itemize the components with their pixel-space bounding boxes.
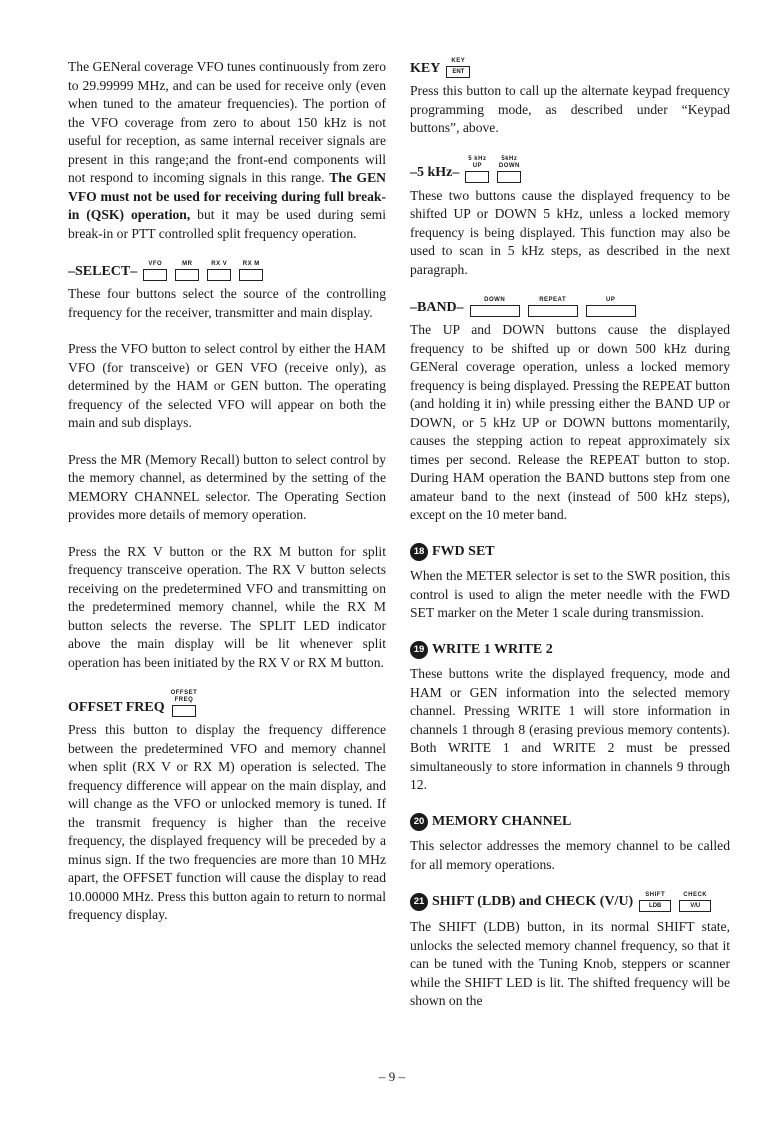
band-repeat-key: REPEAT bbox=[528, 297, 578, 317]
rx-paragraph: Press the RX V button or the RX M button for split frequency transceive operation. The RX V button selects receiving on the predetermined VFO and transmitting on the predetermined memory channel, while the RX M button selects the reverse. The SPLIT LED indicator above the main display will be lit whenever split operation has been initiated by the RX V or RX M button. bbox=[68, 543, 386, 670]
key-paragraph: Press this button to call up the alternate keypad frequency programming mode, as described under “Keypad buttons”, above. bbox=[410, 83, 730, 135]
key-outline-icon bbox=[497, 171, 521, 183]
section-19-text: These buttons write the displayed frequency, mode and HAM or GEN information into the selected memory channel. Pressing WRITE 1 will store information in channels 1 through 8 (erasing previous memory contents). Both WRITE 1 and WRITE 2 must be pressed simultaneously to store information in channels 9 through 12. bbox=[410, 666, 730, 792]
select-key-group bbox=[143, 261, 263, 281]
key-outline-icon bbox=[465, 171, 489, 183]
band-down-key: DOWN bbox=[470, 297, 520, 317]
section-18-text: When the METER selector is set to the SWR position, this control is used to align the meter needle with the FWD SET marker on the Meter 1 scale during transmission. bbox=[410, 568, 730, 620]
rx-m-key: RX M bbox=[239, 261, 263, 281]
key-outline-icon bbox=[528, 305, 578, 317]
section-19-title: 19 WRITE 1 WRITE 2 bbox=[410, 641, 730, 660]
key-outline-icon bbox=[172, 705, 196, 717]
number-badge-icon: 20 bbox=[410, 813, 428, 831]
key-outline-icon bbox=[586, 305, 636, 317]
section-21-title: 21 SHIFT (LDB) and CHECK (V/U) SHIFT LDB CHECK V/U bbox=[410, 892, 730, 912]
mr-paragraph: Press the MR (Memory Recall) button to select control by the memory channel, as determined by the setting of the MEMORY CHANNEL selector. The Operating Section provides more details of memory operation. bbox=[68, 451, 386, 522]
five-khz-down-key: 5kHz DOWN bbox=[497, 156, 521, 183]
select-heading: –SELECT– VFO MR RX V RX M bbox=[68, 261, 386, 281]
key-outline-icon bbox=[207, 269, 231, 281]
rx-v-key: RX V bbox=[207, 261, 231, 281]
check-vu-key: CHECK V/U bbox=[679, 892, 711, 912]
vfo-key: VFO bbox=[143, 261, 167, 281]
mr-key: MR bbox=[175, 261, 199, 281]
gen-vfo-paragraph: The GENeral coverage VFO tunes continuously from zero to 29.99999 MHz, and can be used for receive only (even when tuned to the amateur frequencies). The portion of the VFO coverage from zero to about 150 kHz is not useful for reception, as same internal receiver signals are present in this range;and the front-end components will not respond to incoming signals in this range. The GEN VFO must not be used for receiving during full break-in (QSK) operation, but it may be used during semi break-in or PTT controlled split frequency operation. bbox=[68, 59, 386, 241]
shift-ldb-key: SHIFT LDB bbox=[639, 892, 671, 912]
band-paragraph: The UP and DOWN buttons cause the displayed frequency to be shifted up or down 500 kHz during GENeral coverage operation, unless a locked memory frequency is being displayed. Pressing the REPEAT button (and holding it in) while pressing either the BAND UP or DOWN, or 5 kHz UP or DOWN buttons momentarily, causes the stepping action to repeat approximately six times per second. Release the REPEAT button to stop. During HAM operation the BAND buttons step from one amateur band to the next (instead of 500 kHz steps), except on the 10 meter band. bbox=[410, 322, 730, 522]
number-badge-icon: 19 bbox=[410, 641, 428, 659]
number-badge-icon: 18 bbox=[410, 543, 428, 561]
key-outline-icon bbox=[239, 269, 263, 281]
five-khz-up-key: 5 kHz UP bbox=[465, 156, 489, 183]
offset-freq-key: OFFSET FREQ bbox=[171, 690, 198, 717]
band-heading: –BAND– DOWN REPEAT UP bbox=[410, 297, 730, 317]
offset-freq-paragraph: Press this button to display the frequency difference between the predetermined VFO and memory channel when split (RX V or RX M) operation is selected. The frequency difference will appear on the main display, and will change as the VFO or unlocked memory is tuned. If the transmit frequency is higher than the receive frequency, the displayed frequency will be preceded by a minus sign. If the two frequencies are more than 10 MHz apart, the OFFSET function will cause the display to read 10.00000 MHz. Press this button again to return to normal frequency display. bbox=[68, 722, 386, 922]
shift-check-key-group bbox=[639, 892, 711, 912]
section-20-title: 20 MEMORY CHANNEL bbox=[410, 813, 730, 832]
key-outline-icon bbox=[175, 269, 199, 281]
key-ent-key: KEY ENT bbox=[446, 58, 470, 78]
number-badge-icon: 21 bbox=[410, 893, 428, 911]
five-khz-paragraph: These two buttons cause the displayed frequency to be shifted UP or DOWN 5 kHz, unless a locked memory frequency is being displayed. This function may also be used to scan in 5 kHz steps, as described in the next paragraph. bbox=[410, 187, 730, 277]
page-number: – 9 – bbox=[379, 1069, 405, 1084]
right-column bbox=[410, 58, 730, 1029]
select-description: These four buttons select the source of the controlling frequency for the receiver, transmitter and main display. bbox=[68, 286, 386, 320]
band-up-key: UP bbox=[586, 297, 636, 317]
section-18-title: 18 FWD SET bbox=[410, 543, 730, 562]
five-khz-key-group bbox=[465, 156, 521, 183]
left-column bbox=[68, 58, 386, 943]
five-khz-heading: –5 kHz– 5 kHz UP 5kHz DOWN bbox=[410, 156, 730, 183]
band-key-group bbox=[470, 297, 636, 317]
key-outline-icon bbox=[143, 269, 167, 281]
key-outline-icon bbox=[470, 305, 520, 317]
section-20-text: This selector addresses the memory channel to be called for all memory operations. bbox=[410, 838, 730, 872]
key-heading: KEY KEY ENT bbox=[410, 58, 730, 78]
vfo-paragraph: Press the VFO button to select control by either the HAM VFO (for transceive) or GEN VFO (receive only), as determined by the HAM or GEN button. The operating frequency of the selected VFO will appear on both the main and sub displays. bbox=[68, 341, 386, 430]
offset-freq-heading: OFFSET FREQ OFFSET FREQ bbox=[68, 690, 386, 717]
gen-vfo-warning: The GEN VFO must not be used for receiving during full break-in (QSK) operation, bbox=[68, 170, 386, 222]
section-21-text: The SHIFT (LDB) button, in its normal SHIFT state, unlocks the selected memory channel frequency, so that it can be tuned with the Tuning Knob, steppers or scanner while the SHIFT LED is lit. The shifted frequency will be shown on the bbox=[410, 919, 730, 1008]
